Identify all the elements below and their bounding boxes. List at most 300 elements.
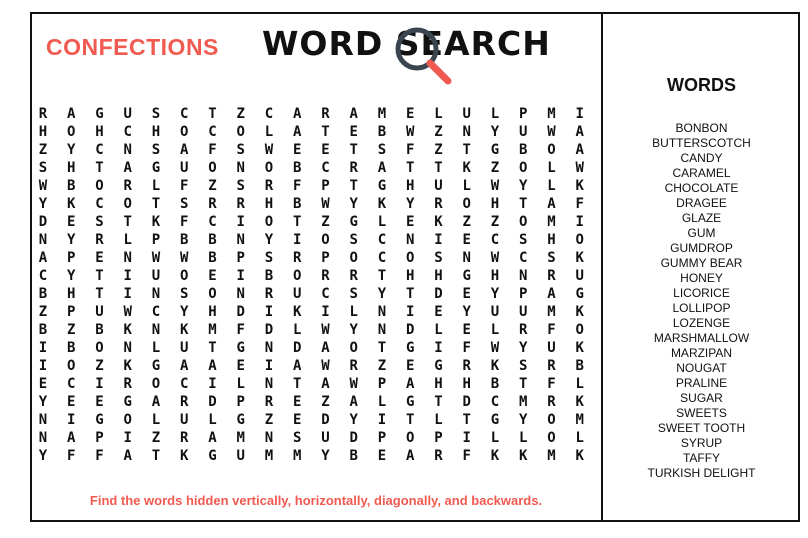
grid-letter[interactable]: A bbox=[575, 142, 584, 158]
grid-letter[interactable]: Y bbox=[462, 304, 471, 320]
grid-letter[interactable]: K bbox=[123, 322, 132, 338]
grid-letter[interactable]: M bbox=[208, 322, 217, 338]
grid-letter[interactable]: I bbox=[123, 286, 132, 302]
grid-letter[interactable]: B bbox=[38, 286, 48, 302]
grid-letter[interactable]: A bbox=[208, 358, 217, 374]
grid-letter[interactable]: S bbox=[264, 250, 274, 266]
grid-letter[interactable]: R bbox=[349, 160, 358, 176]
grid-letter[interactable]: L bbox=[151, 412, 161, 428]
grid-letter[interactable]: R bbox=[208, 196, 217, 212]
grid-letter[interactable]: L bbox=[490, 322, 500, 338]
grid-letter[interactable]: S bbox=[377, 142, 387, 158]
grid-letter[interactable]: D bbox=[293, 340, 302, 356]
grid-letter[interactable]: E bbox=[236, 358, 245, 374]
grid-letter[interactable]: M bbox=[575, 412, 584, 428]
grid-letter[interactable]: G bbox=[236, 340, 245, 356]
grid-letter[interactable]: U bbox=[490, 304, 500, 320]
grid-letter[interactable]: K bbox=[293, 304, 302, 320]
grid-letter[interactable]: Z bbox=[208, 178, 217, 194]
grid-letter[interactable]: U bbox=[434, 178, 443, 194]
grid-letter[interactable]: I bbox=[377, 412, 387, 428]
grid-letter[interactable]: E bbox=[95, 394, 104, 410]
grid-letter[interactable]: R bbox=[95, 232, 104, 248]
grid-letter[interactable]: G bbox=[123, 394, 132, 410]
grid-letter[interactable]: G bbox=[490, 142, 500, 158]
grid-letter[interactable]: G bbox=[434, 358, 443, 374]
grid-letter[interactable]: Y bbox=[67, 232, 76, 248]
grid-letter[interactable]: W bbox=[180, 250, 189, 266]
grid-letter[interactable]: D bbox=[264, 322, 274, 338]
grid-letter[interactable]: C bbox=[519, 250, 528, 266]
grid-letter[interactable]: U bbox=[151, 268, 161, 284]
grid-letter[interactable]: P bbox=[377, 376, 387, 392]
grid-letter[interactable]: G bbox=[462, 268, 471, 284]
grid-letter[interactable]: L bbox=[519, 430, 528, 446]
grid-letter[interactable]: R bbox=[180, 394, 189, 410]
grid-letter[interactable]: S bbox=[434, 250, 443, 266]
grid-letter[interactable]: I bbox=[123, 430, 132, 446]
grid-letter[interactable]: E bbox=[293, 142, 302, 158]
grid-letter[interactable]: C bbox=[377, 232, 387, 248]
grid-letter[interactable]: A bbox=[547, 286, 556, 302]
grid-letter[interactable]: O bbox=[236, 124, 245, 140]
grid-letter[interactable]: Z bbox=[434, 124, 443, 140]
grid-letter[interactable]: O bbox=[180, 268, 189, 284]
grid-letter[interactable]: L bbox=[462, 178, 471, 194]
grid-letter[interactable]: K bbox=[434, 214, 443, 230]
grid-letter[interactable]: O bbox=[547, 142, 556, 158]
grid-letter[interactable]: N bbox=[377, 304, 387, 320]
grid-letter[interactable]: H bbox=[38, 124, 48, 140]
grid-letter[interactable]: W bbox=[575, 160, 584, 176]
grid-letter[interactable]: K bbox=[67, 196, 76, 212]
grid-letter[interactable]: P bbox=[236, 394, 245, 410]
grid-letter[interactable]: D bbox=[406, 322, 415, 338]
grid-letter[interactable]: R bbox=[519, 322, 528, 338]
grid-letter[interactable]: C bbox=[264, 106, 274, 122]
grid-letter[interactable]: M bbox=[519, 394, 528, 410]
grid-letter[interactable]: L bbox=[264, 124, 274, 140]
grid-letter[interactable]: I bbox=[67, 412, 76, 428]
grid-letter[interactable]: A bbox=[293, 124, 302, 140]
grid-letter[interactable]: T bbox=[293, 214, 302, 230]
grid-letter[interactable]: O bbox=[208, 160, 217, 176]
grid-letter[interactable]: E bbox=[67, 214, 76, 230]
grid-letter[interactable]: Y bbox=[519, 412, 528, 428]
grid-letter[interactable]: E bbox=[38, 376, 48, 392]
grid-letter[interactable]: R bbox=[321, 268, 330, 284]
grid-letter[interactable]: U bbox=[519, 124, 528, 140]
grid-letter[interactable]: I bbox=[434, 232, 443, 248]
grid-letter[interactable]: R bbox=[462, 358, 471, 374]
grid-letter[interactable]: M bbox=[547, 106, 556, 122]
grid-letter[interactable]: D bbox=[208, 394, 217, 410]
grid-letter[interactable]: K bbox=[462, 160, 471, 176]
grid-letter[interactable]: E bbox=[208, 268, 217, 284]
grid-letter[interactable]: Z bbox=[151, 430, 161, 446]
grid-letter[interactable]: I bbox=[38, 358, 48, 374]
grid-letter[interactable]: O bbox=[547, 430, 556, 446]
grid-letter[interactable]: G bbox=[490, 412, 500, 428]
grid-letter[interactable]: L bbox=[547, 178, 556, 194]
grid-letter[interactable]: Z bbox=[236, 106, 245, 122]
grid-letter[interactable]: R bbox=[123, 376, 132, 392]
grid-letter[interactable]: W bbox=[321, 322, 330, 338]
grid-letter[interactable]: W bbox=[349, 376, 358, 392]
grid-letter[interactable]: K bbox=[123, 358, 132, 374]
grid-letter[interactable]: D bbox=[321, 412, 330, 428]
grid-letter[interactable]: Z bbox=[38, 304, 48, 320]
grid-letter[interactable]: A bbox=[67, 106, 76, 122]
grid-letter[interactable]: H bbox=[95, 124, 104, 140]
grid-letter[interactable]: M bbox=[293, 448, 302, 464]
grid-letter[interactable]: T bbox=[349, 142, 358, 158]
grid-letter[interactable]: F bbox=[67, 448, 76, 464]
grid-letter[interactable]: R bbox=[547, 358, 556, 374]
grid-letter[interactable]: H bbox=[67, 160, 76, 176]
grid-letter[interactable]: C bbox=[67, 376, 76, 392]
grid-letter[interactable]: R bbox=[434, 448, 443, 464]
grid-letter[interactable]: R bbox=[547, 268, 556, 284]
grid-letter[interactable]: L bbox=[151, 178, 161, 194]
grid-letter[interactable]: S bbox=[519, 232, 528, 248]
grid-letter[interactable]: C bbox=[180, 106, 189, 122]
grid-letter[interactable]: N bbox=[406, 232, 415, 248]
grid-letter[interactable]: N bbox=[38, 430, 48, 446]
grid-letter[interactable]: M bbox=[264, 448, 274, 464]
grid-letter[interactable]: L bbox=[490, 430, 500, 446]
grid-letter[interactable]: R bbox=[264, 286, 274, 302]
grid-letter[interactable]: Y bbox=[38, 394, 48, 410]
grid-letter[interactable]: B bbox=[519, 142, 528, 158]
grid-letter[interactable]: Y bbox=[321, 448, 330, 464]
grid-letter[interactable]: Y bbox=[349, 322, 358, 338]
grid-letter[interactable]: H bbox=[264, 196, 274, 212]
grid-letter[interactable]: K bbox=[490, 358, 500, 374]
grid-letter[interactable]: A bbox=[208, 430, 217, 446]
grid-letter[interactable]: A bbox=[293, 106, 302, 122]
grid-letter[interactable]: K bbox=[180, 322, 189, 338]
grid-letter[interactable]: W bbox=[321, 358, 330, 374]
grid-letter[interactable]: R bbox=[349, 358, 358, 374]
grid-letter[interactable]: N bbox=[38, 232, 48, 248]
grid-letter[interactable]: P bbox=[67, 250, 76, 266]
grid-letter[interactable]: R bbox=[264, 394, 274, 410]
grid-letter[interactable]: R bbox=[293, 250, 302, 266]
grid-letter[interactable]: Y bbox=[180, 304, 189, 320]
grid-letter[interactable]: S bbox=[547, 250, 556, 266]
grid-letter[interactable]: F bbox=[462, 448, 471, 464]
grid-letter[interactable]: T bbox=[95, 268, 104, 284]
grid-letter[interactable]: A bbox=[67, 430, 76, 446]
grid-letter[interactable]: S bbox=[151, 142, 161, 158]
grid-letter[interactable]: P bbox=[434, 430, 443, 446]
grid-letter[interactable]: Z bbox=[377, 358, 387, 374]
grid-letter[interactable]: T bbox=[293, 376, 302, 392]
grid-letter[interactable]: K bbox=[180, 448, 189, 464]
grid-letter[interactable]: R bbox=[180, 430, 189, 446]
grid-letter[interactable]: H bbox=[490, 196, 500, 212]
grid-letter[interactable]: Z bbox=[490, 214, 500, 230]
grid-letter[interactable]: G bbox=[95, 106, 104, 122]
grid-letter[interactable]: T bbox=[349, 178, 358, 194]
grid-letter[interactable]: H bbox=[151, 124, 161, 140]
grid-letter[interactable]: N bbox=[236, 232, 245, 248]
grid-letter[interactable]: N bbox=[151, 286, 161, 302]
grid-letter[interactable]: E bbox=[349, 124, 358, 140]
grid-letter[interactable]: A bbox=[321, 340, 330, 356]
grid-letter[interactable]: W bbox=[264, 142, 274, 158]
grid-letter[interactable]: G bbox=[377, 178, 387, 194]
grid-letter[interactable]: I bbox=[575, 214, 584, 230]
grid-letter[interactable]: F bbox=[180, 214, 189, 230]
grid-letter[interactable]: O bbox=[95, 178, 104, 194]
grid-letter[interactable]: O bbox=[123, 196, 132, 212]
grid-letter[interactable]: N bbox=[462, 250, 471, 266]
grid-letter[interactable]: O bbox=[519, 214, 528, 230]
grid-letter[interactable]: T bbox=[95, 286, 104, 302]
grid-letter[interactable]: A bbox=[575, 124, 584, 140]
grid-letter[interactable]: Z bbox=[95, 358, 104, 374]
grid-letter[interactable]: G bbox=[151, 358, 161, 374]
grid-letter[interactable]: B bbox=[38, 322, 48, 338]
grid-letter[interactable]: W bbox=[123, 304, 132, 320]
grid-letter[interactable]: D bbox=[38, 214, 48, 230]
grid-letter[interactable]: K bbox=[377, 196, 387, 212]
grid-letter[interactable]: T bbox=[462, 142, 471, 158]
grid-letter[interactable]: I bbox=[293, 232, 302, 248]
grid-letter[interactable]: S bbox=[180, 286, 189, 302]
grid-letter[interactable]: P bbox=[321, 250, 330, 266]
grid-letter[interactable]: H bbox=[547, 232, 556, 248]
grid-letter[interactable]: N bbox=[236, 160, 245, 176]
grid-letter[interactable]: Y bbox=[490, 124, 500, 140]
grid-letter[interactable]: D bbox=[349, 430, 358, 446]
grid-letter[interactable]: B bbox=[377, 124, 387, 140]
grid-letter[interactable]: G bbox=[406, 340, 415, 356]
grid-letter[interactable]: O bbox=[208, 286, 217, 302]
grid-letter[interactable]: D bbox=[434, 286, 443, 302]
grid-letter[interactable]: N bbox=[264, 430, 274, 446]
grid-letter[interactable]: B bbox=[180, 232, 189, 248]
grid-letter[interactable]: E bbox=[95, 250, 104, 266]
grid-letter[interactable]: A bbox=[293, 358, 302, 374]
grid-letter[interactable]: U bbox=[236, 448, 245, 464]
grid-letter[interactable]: Y bbox=[519, 178, 528, 194]
grid-letter[interactable]: G bbox=[575, 286, 584, 302]
grid-letter[interactable]: U bbox=[519, 304, 528, 320]
grid-letter[interactable]: B bbox=[208, 232, 217, 248]
grid-letter[interactable]: I bbox=[406, 304, 415, 320]
grid-letter[interactable]: A bbox=[123, 448, 132, 464]
grid-letter[interactable]: U bbox=[180, 160, 189, 176]
grid-letter[interactable]: H bbox=[434, 376, 443, 392]
grid-letter[interactable]: O bbox=[575, 232, 584, 248]
grid-letter[interactable]: L bbox=[575, 430, 584, 446]
grid-letter[interactable]: L bbox=[377, 214, 387, 230]
grid-letter[interactable]: Y bbox=[38, 196, 48, 212]
grid-letter[interactable]: N bbox=[264, 376, 274, 392]
grid-letter[interactable]: B bbox=[95, 322, 104, 338]
grid-letter[interactable]: L bbox=[490, 106, 500, 122]
grid-letter[interactable]: Y bbox=[349, 412, 358, 428]
grid-letter[interactable]: T bbox=[208, 106, 217, 122]
grid-letter[interactable]: W bbox=[547, 124, 556, 140]
grid-letter[interactable]: C bbox=[321, 286, 330, 302]
grid-letter[interactable]: E bbox=[462, 232, 471, 248]
grid-letter[interactable]: F bbox=[180, 178, 189, 194]
grid-letter[interactable]: U bbox=[547, 340, 556, 356]
grid-letter[interactable]: F bbox=[462, 340, 471, 356]
grid-letter[interactable]: N bbox=[462, 124, 471, 140]
grid-letter[interactable]: A bbox=[151, 394, 161, 410]
grid-letter[interactable]: T bbox=[406, 412, 415, 428]
grid-letter[interactable]: Y bbox=[349, 196, 358, 212]
grid-letter[interactable]: C bbox=[321, 160, 330, 176]
grid-letter[interactable]: S bbox=[293, 430, 302, 446]
grid-letter[interactable]: P bbox=[151, 232, 161, 248]
grid-letter[interactable]: S bbox=[519, 358, 528, 374]
grid-letter[interactable]: C bbox=[123, 124, 132, 140]
grid-letter[interactable]: S bbox=[38, 160, 48, 176]
grid-letter[interactable]: O bbox=[67, 124, 76, 140]
grid-letter[interactable]: I bbox=[321, 304, 330, 320]
grid-letter[interactable]: Y bbox=[38, 448, 48, 464]
grid-letter[interactable]: T bbox=[151, 196, 161, 212]
grid-letter[interactable]: E bbox=[293, 394, 302, 410]
grid-letter[interactable]: A bbox=[180, 142, 189, 158]
grid-letter[interactable]: T bbox=[406, 160, 415, 176]
grid-letter[interactable]: A bbox=[349, 394, 358, 410]
grid-letter[interactable]: F bbox=[236, 322, 245, 338]
grid-letter[interactable]: L bbox=[377, 394, 387, 410]
grid-letter[interactable]: S bbox=[151, 106, 161, 122]
grid-letter[interactable]: A bbox=[321, 376, 330, 392]
grid-letter[interactable]: U bbox=[462, 106, 471, 122]
grid-letter[interactable]: W bbox=[490, 250, 500, 266]
grid-letter[interactable]: E bbox=[67, 394, 76, 410]
grid-letter[interactable]: W bbox=[406, 124, 415, 140]
grid-letter[interactable]: S bbox=[349, 286, 358, 302]
grid-letter[interactable]: O bbox=[151, 376, 161, 392]
grid-letter[interactable]: O bbox=[519, 160, 528, 176]
grid-letter[interactable]: Y bbox=[67, 268, 76, 284]
grid-letter[interactable]: W bbox=[38, 178, 48, 194]
grid-letter[interactable]: Z bbox=[38, 142, 48, 158]
grid-letter[interactable]: W bbox=[151, 250, 161, 266]
grid-letter[interactable]: K bbox=[575, 178, 584, 194]
grid-letter[interactable]: L bbox=[575, 376, 584, 392]
grid-letter[interactable]: H bbox=[406, 268, 415, 284]
grid-letter[interactable]: E bbox=[406, 106, 415, 122]
grid-letter[interactable]: S bbox=[95, 214, 104, 230]
grid-letter[interactable]: B bbox=[575, 358, 584, 374]
grid-letter[interactable]: Y bbox=[377, 286, 387, 302]
grid-letter[interactable]: I bbox=[236, 268, 245, 284]
grid-letter[interactable]: R bbox=[434, 196, 443, 212]
grid-letter[interactable]: Z bbox=[462, 214, 471, 230]
grid-letter[interactable]: T bbox=[321, 124, 330, 140]
grid-letter[interactable]: S bbox=[236, 178, 245, 194]
grid-letter[interactable]: L bbox=[434, 412, 443, 428]
grid-letter[interactable]: O bbox=[293, 268, 302, 284]
grid-letter[interactable]: P bbox=[236, 250, 245, 266]
grid-letter[interactable]: H bbox=[67, 286, 76, 302]
grid-letter[interactable]: A bbox=[406, 448, 415, 464]
grid-letter[interactable]: M bbox=[547, 214, 556, 230]
grid-letter[interactable]: T bbox=[406, 286, 415, 302]
grid-letter[interactable]: N bbox=[264, 340, 274, 356]
grid-letter[interactable]: W bbox=[490, 178, 500, 194]
grid-letter[interactable]: E bbox=[434, 304, 443, 320]
grid-letter[interactable]: E bbox=[406, 358, 415, 374]
grid-letter[interactable]: R bbox=[349, 268, 358, 284]
grid-letter[interactable]: U bbox=[321, 430, 330, 446]
grid-letter[interactable]: H bbox=[490, 268, 500, 284]
grid-letter[interactable]: M bbox=[547, 448, 556, 464]
grid-letter[interactable]: B bbox=[349, 448, 358, 464]
grid-letter[interactable]: U bbox=[180, 340, 189, 356]
grid-letter[interactable]: K bbox=[490, 448, 500, 464]
grid-letter[interactable]: G bbox=[406, 394, 415, 410]
grid-letter[interactable]: U bbox=[123, 106, 132, 122]
grid-letter[interactable]: C bbox=[208, 214, 217, 230]
grid-letter[interactable]: T bbox=[151, 448, 161, 464]
grid-letter[interactable]: I bbox=[38, 340, 48, 356]
grid-letter[interactable]: B bbox=[293, 196, 302, 212]
grid-letter[interactable]: A bbox=[180, 358, 189, 374]
grid-letter[interactable]: P bbox=[519, 286, 528, 302]
grid-letter[interactable]: C bbox=[180, 376, 189, 392]
grid-letter[interactable]: U bbox=[180, 412, 189, 428]
grid-letter[interactable]: E bbox=[462, 286, 471, 302]
grid-letter[interactable]: R bbox=[547, 394, 556, 410]
grid-letter[interactable]: Y bbox=[406, 196, 415, 212]
grid-letter[interactable]: N bbox=[123, 340, 132, 356]
grid-letter[interactable]: D bbox=[462, 394, 471, 410]
grid-letter[interactable]: G bbox=[95, 412, 104, 428]
grid-letter[interactable]: P bbox=[321, 178, 330, 194]
grid-letter[interactable]: K bbox=[575, 394, 584, 410]
grid-letter[interactable]: N bbox=[236, 286, 245, 302]
grid-letter[interactable]: O bbox=[406, 430, 415, 446]
grid-letter[interactable]: K bbox=[151, 214, 161, 230]
grid-letter[interactable]: P bbox=[67, 304, 76, 320]
grid-letter[interactable]: B bbox=[490, 376, 500, 392]
grid-letter[interactable]: I bbox=[462, 430, 471, 446]
grid-letter[interactable]: O bbox=[67, 358, 76, 374]
grid-letter[interactable]: K bbox=[575, 448, 584, 464]
grid-letter[interactable]: O bbox=[95, 340, 104, 356]
grid-letter[interactable]: N bbox=[123, 250, 132, 266]
grid-letter[interactable]: K bbox=[575, 304, 584, 320]
grid-letter[interactable]: Z bbox=[434, 142, 443, 158]
grid-letter[interactable]: E bbox=[406, 214, 415, 230]
grid-letter[interactable]: W bbox=[321, 196, 330, 212]
grid-letter[interactable]: Z bbox=[321, 394, 330, 410]
grid-letter[interactable]: P bbox=[377, 430, 387, 446]
grid-letter[interactable]: I bbox=[95, 376, 104, 392]
grid-letter[interactable]: Y bbox=[67, 142, 76, 158]
grid-letter[interactable]: R bbox=[236, 196, 245, 212]
grid-letter[interactable]: S bbox=[180, 196, 189, 212]
grid-letter[interactable]: N bbox=[519, 268, 528, 284]
grid-letter[interactable]: C bbox=[208, 124, 217, 140]
grid-letter[interactable]: E bbox=[377, 448, 387, 464]
grid-letter[interactable]: H bbox=[434, 268, 443, 284]
grid-letter[interactable]: E bbox=[293, 412, 302, 428]
grid-letter[interactable]: L bbox=[434, 322, 443, 338]
